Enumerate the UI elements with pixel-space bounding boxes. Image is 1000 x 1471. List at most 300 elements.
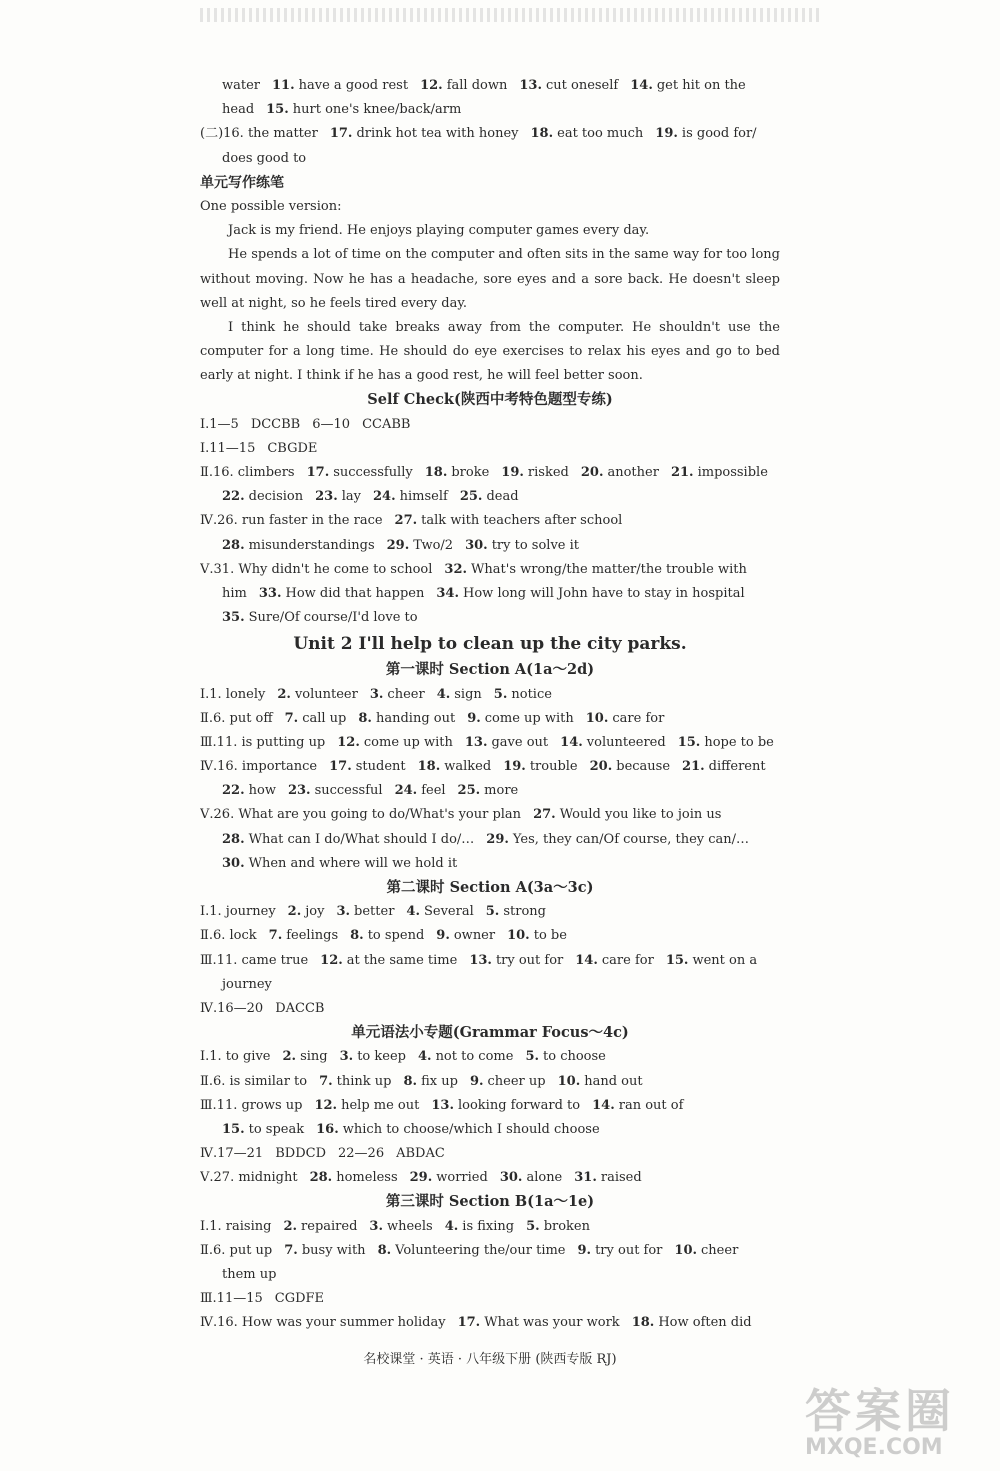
answer-item <box>503 759 577 774</box>
answer-item <box>200 1315 446 1330</box>
answer-item <box>222 489 303 504</box>
item-number: 14. <box>630 78 653 93</box>
item-text: How did that happen <box>285 585 425 601</box>
answer-item <box>275 1146 326 1161</box>
answer-item <box>387 538 453 553</box>
item-text: volunteer <box>294 686 358 702</box>
answer-item <box>283 1049 328 1064</box>
answer-item <box>592 1098 683 1113</box>
item-text: Ⅱ.6. lock <box>200 928 257 944</box>
item-number: 18. <box>530 126 554 142</box>
answer-item <box>285 711 347 726</box>
item-number: 17. <box>329 759 352 775</box>
item-number: 25. <box>459 489 483 505</box>
item-number: 13. <box>519 78 542 93</box>
item-text: Ⅲ.11. is putting up <box>200 734 326 750</box>
item-text: strong <box>503 904 546 920</box>
item-number: 9. <box>436 928 450 944</box>
item-number: 4. <box>406 904 420 920</box>
answer-item <box>410 1170 488 1185</box>
item-text: student <box>355 759 406 775</box>
answer-line <box>200 949 780 973</box>
item-number: 30. <box>222 855 245 871</box>
answer-item <box>420 78 507 93</box>
answer-item <box>436 928 495 943</box>
answer-item <box>200 562 432 577</box>
item-text: eat too much <box>557 126 644 142</box>
answer-line <box>200 437 780 461</box>
item-text: try to solve it <box>491 537 579 553</box>
item-text: try out for <box>495 952 564 968</box>
item-number: 9. <box>467 710 481 726</box>
item-number: 35. <box>222 610 245 626</box>
item-text: What was your work <box>484 1315 620 1331</box>
item-text: Ⅴ.27. midnight <box>200 1170 298 1186</box>
item-number: 28. <box>309 1170 333 1186</box>
item-number: 18. <box>424 465 448 480</box>
item-text: alone <box>526 1170 563 1186</box>
item-text: Ⅱ.6. is similar to <box>200 1073 308 1089</box>
item-text: ABDAC <box>396 1146 445 1162</box>
answer-item <box>578 1243 663 1258</box>
item-text: went on a <box>692 952 758 968</box>
answer-item <box>284 1243 365 1258</box>
item-text: different <box>708 759 766 775</box>
answer-line <box>200 1263 780 1287</box>
scan-header-noise <box>200 8 820 22</box>
answer-line <box>200 582 780 606</box>
answer-item <box>418 1049 513 1064</box>
answer-item <box>358 711 455 726</box>
item-text: risked <box>527 465 569 480</box>
item-number: 27. <box>394 513 418 529</box>
item-text: 22—26 <box>338 1146 385 1162</box>
item-text: cheer <box>387 686 425 702</box>
item-text: How often did <box>658 1315 752 1331</box>
item-number: 25. <box>457 783 481 799</box>
item-text: care for <box>612 710 665 726</box>
answer-line <box>200 900 780 924</box>
answer-item <box>574 1170 641 1185</box>
item-number: 15. <box>677 734 701 750</box>
intro-answers <box>200 74 780 171</box>
answer-item <box>395 783 446 798</box>
unit-title: Unit 2 I'll help to clean up the city parks. <box>293 634 687 655</box>
answer-line <box>200 828 780 852</box>
item-text: broke <box>451 465 490 480</box>
item-number: 8. <box>403 1073 418 1089</box>
item-text: have a good rest <box>298 78 409 93</box>
answer-line <box>200 852 780 876</box>
writing-heading: 单元写作练笔 <box>200 174 284 191</box>
item-text: broken <box>543 1218 590 1234</box>
item-number: 31. <box>574 1170 597 1186</box>
item-text: cut oneself <box>545 78 619 93</box>
item-text: Ⅱ.6. put off <box>200 710 273 726</box>
answer-item <box>674 1243 738 1258</box>
item-text: fall down <box>446 78 508 93</box>
answer-line <box>200 74 780 98</box>
section-answers <box>200 1045 780 1190</box>
answer-item <box>373 489 448 504</box>
answer-item <box>458 1315 620 1330</box>
item-number: 20. <box>589 759 613 775</box>
item-text: is fixing <box>462 1218 515 1234</box>
item-text: gave out <box>491 734 549 750</box>
answer-item <box>507 928 567 943</box>
writing-line: early at night. I think if he has a good rest, he will feel better soon. <box>200 368 643 384</box>
item-number: 2. <box>277 686 291 702</box>
answer-line <box>200 1070 780 1094</box>
item-text: lay <box>341 489 361 505</box>
item-number: 24. <box>373 489 396 505</box>
item-text: Ⅳ.16. How was your summer holiday <box>200 1315 446 1331</box>
answer-line <box>200 1118 780 1142</box>
answer-item <box>200 1243 272 1258</box>
item-text: worried <box>436 1170 488 1186</box>
item-text: homeless <box>336 1170 398 1186</box>
item-text: Ⅰ.1. lonely <box>200 686 266 702</box>
item-text: him <box>222 585 247 601</box>
item-text: misunderstandings <box>248 537 375 553</box>
answer-line <box>200 1045 780 1069</box>
item-number: 21. <box>670 465 694 480</box>
item-text: Several <box>423 904 474 920</box>
item-text: Ⅴ.31. Why didn't he come to school <box>200 561 433 577</box>
item-number: 29. <box>486 831 509 847</box>
item-text: think up <box>336 1073 392 1089</box>
item-number: 10. <box>585 710 609 726</box>
item-text: to be <box>533 928 567 944</box>
item-text: which to choose/which I should choose <box>342 1121 600 1137</box>
item-text: hand out <box>584 1073 643 1089</box>
answer-item <box>362 417 410 432</box>
item-text: at the same time <box>346 952 458 968</box>
item-number: 7. <box>284 710 299 726</box>
answer-item <box>222 1267 276 1282</box>
answer-item <box>586 711 665 726</box>
item-text: successful <box>314 783 383 799</box>
item-number: 24. <box>394 783 418 799</box>
writing-line: He spends a lot of time on the computer and often sits in the same way for too long <box>228 247 780 263</box>
item-number: 12. <box>337 734 360 750</box>
writing-line: without moving. Now he has a headache, sore eyes and a sore back. He doesn't sleep <box>200 271 780 287</box>
answer-item <box>337 735 453 750</box>
answer-item <box>525 1049 605 1064</box>
answer-line <box>200 413 780 437</box>
answer-item <box>312 417 350 432</box>
item-text: journey <box>222 976 272 992</box>
item-number: 8. <box>377 1242 392 1258</box>
item-text: is good for/ <box>681 126 757 142</box>
answer-line <box>200 122 780 146</box>
item-number: 7. <box>319 1073 333 1089</box>
item-text: What's wrong/the matter/the trouble with <box>471 561 747 577</box>
self-check-title: Self Check(陕西中考特色题型专练) <box>367 391 613 409</box>
item-number: 17. <box>306 465 330 480</box>
item-number: 17. <box>457 1315 481 1331</box>
item-number: 12. <box>420 78 443 93</box>
item-number: 2. <box>282 1049 297 1065</box>
item-text: cheer <box>701 1242 739 1258</box>
answer-item <box>575 953 654 968</box>
writing-intro: One possible version: <box>200 198 342 214</box>
answer-item <box>500 1170 562 1185</box>
item-number: 7. <box>268 928 283 944</box>
item-text: Ⅲ.11. grows up <box>200 1097 303 1113</box>
answer-item <box>266 102 461 117</box>
item-number: 32. <box>444 561 468 577</box>
item-text: CGDFE <box>274 1291 325 1307</box>
section-answers <box>200 1215 780 1336</box>
answer-item <box>288 904 325 919</box>
answer-item <box>396 1146 445 1161</box>
answer-item <box>200 126 318 141</box>
answer-item <box>200 1291 263 1306</box>
watermark-bottom: MXQE.COM <box>805 1435 943 1460</box>
answer-item <box>222 538 375 553</box>
answer-item <box>200 1074 307 1089</box>
item-text: When and where will we hold it <box>248 855 458 871</box>
item-text: DCCBB <box>250 416 301 432</box>
answer-item <box>222 586 247 601</box>
answer-item <box>431 1098 580 1113</box>
item-text: Ⅳ.16. importance <box>200 759 318 775</box>
item-text: more <box>484 783 519 799</box>
answer-line <box>200 534 780 558</box>
item-text: Ⅱ.16. climbers <box>200 465 295 480</box>
item-text: (二)16. the matter <box>200 126 318 142</box>
answer-item <box>671 465 768 480</box>
answer-item <box>465 538 579 553</box>
item-number: 5. <box>493 686 508 702</box>
item-text: Ⅲ.11—15 <box>200 1291 263 1307</box>
item-text: 6—10 <box>312 416 351 432</box>
item-text: How long will John have to stay in hospital <box>463 585 745 601</box>
answer-item <box>288 783 383 798</box>
answer-item <box>590 759 670 774</box>
item-text: Would you like to join us <box>559 807 722 823</box>
answer-line <box>200 98 780 122</box>
watermark-logo <box>805 1375 995 1467</box>
item-number: 5. <box>485 904 500 920</box>
item-number: 27. <box>533 807 556 823</box>
item-text: cheer up <box>487 1073 546 1089</box>
answer-line <box>200 683 780 707</box>
answer-item <box>486 904 546 919</box>
answer-item <box>283 1219 357 1234</box>
item-text: help me out <box>341 1097 420 1113</box>
item-number: 3. <box>336 904 351 920</box>
item-number: 13. <box>431 1097 454 1113</box>
item-text: Sure/Of course/I'd love to <box>248 610 418 626</box>
answer-item <box>200 735 325 750</box>
item-number: 10. <box>557 1073 581 1089</box>
answer-line <box>200 803 780 827</box>
item-text: walked <box>444 759 492 775</box>
item-text: Ⅰ.11—15 <box>200 440 256 456</box>
item-number: 22. <box>222 489 245 505</box>
answer-item <box>267 441 317 456</box>
item-number: 11. <box>272 78 295 93</box>
answer-line <box>200 755 780 779</box>
item-text: call up <box>302 710 347 726</box>
answer-line <box>200 707 780 731</box>
item-text: not to come <box>435 1049 514 1065</box>
answer-item <box>275 1001 324 1016</box>
item-text: repaired <box>301 1218 358 1234</box>
item-text: head <box>222 102 255 118</box>
answer-item <box>444 562 746 577</box>
item-text: Ⅳ.16—20 <box>200 1000 264 1016</box>
item-text: to choose <box>543 1049 606 1065</box>
answer-item <box>458 783 519 798</box>
item-text: Ⅰ.1. to give <box>200 1049 271 1065</box>
answer-item <box>329 759 406 774</box>
answer-item <box>369 1219 432 1234</box>
item-number: 9. <box>469 1073 484 1089</box>
section-answers <box>200 900 780 1021</box>
answer-item <box>272 78 408 93</box>
item-text: impossible <box>697 465 768 480</box>
item-text: try out for <box>595 1242 663 1258</box>
answer-item <box>200 1001 263 1016</box>
item-number: 4. <box>436 686 451 702</box>
item-number: 8. <box>358 710 372 726</box>
answer-line <box>200 1142 780 1166</box>
item-number: 12. <box>314 1097 338 1113</box>
answer-item <box>310 1170 398 1185</box>
item-text: Ⅰ.1. journey <box>200 904 276 920</box>
answer-item <box>200 711 273 726</box>
answer-item <box>678 735 774 750</box>
answer-line <box>200 1311 780 1335</box>
answer-item <box>269 928 338 943</box>
answer-item <box>465 735 548 750</box>
answer-item <box>200 904 276 919</box>
answer-item <box>200 1049 271 1064</box>
answer-item <box>222 783 276 798</box>
answer-item <box>494 687 552 702</box>
answer-item <box>404 1074 458 1089</box>
answer-item <box>436 586 744 601</box>
item-number: 14. <box>592 1097 615 1113</box>
answer-item <box>560 735 666 750</box>
item-number: 29. <box>386 537 410 553</box>
page-footer: 名校课堂 · 英语 · 八年级下册 (陕西专版 RJ) <box>363 1352 617 1367</box>
item-text: to spend <box>367 928 425 944</box>
answer-item <box>338 1146 384 1161</box>
item-number: 15. <box>665 952 689 968</box>
answer-item <box>445 1219 514 1234</box>
section-title: 第三课时 Section B(1a～1e) <box>385 1193 595 1211</box>
item-number: 18. <box>631 1315 655 1331</box>
item-text: water <box>222 78 261 93</box>
answer-item <box>655 126 756 141</box>
section-title: 第二课时 Section A(3a～3c) <box>386 879 594 896</box>
item-text: dead <box>486 489 519 505</box>
item-text: looking forward to <box>457 1097 581 1113</box>
answer-page <box>200 74 780 1336</box>
answer-item <box>460 489 519 504</box>
answer-line <box>200 147 780 171</box>
item-text: busy with <box>301 1242 366 1258</box>
answer-line <box>200 973 780 997</box>
answer-line <box>200 558 780 582</box>
item-number: 14. <box>575 952 598 968</box>
item-number: 30. <box>465 537 488 553</box>
answer-item <box>222 151 306 166</box>
item-number: 21. <box>682 759 705 775</box>
section-answers <box>200 683 780 877</box>
item-number: 19. <box>501 465 524 480</box>
answer-item <box>630 78 746 93</box>
answer-item <box>200 1219 271 1234</box>
answer-item <box>222 1122 304 1137</box>
answer-item <box>340 1049 406 1064</box>
answer-item <box>222 856 457 871</box>
section-title: 单元语法小专题(Grammar Focus～4c) <box>351 1024 629 1042</box>
answer-item <box>200 759 317 774</box>
answer-item <box>319 1074 391 1089</box>
answer-item <box>222 78 260 93</box>
item-text: notice <box>511 686 552 702</box>
answer-item <box>470 1074 546 1089</box>
answer-item <box>501 465 569 480</box>
answer-line <box>200 461 780 485</box>
answer-item <box>467 711 574 726</box>
answer-item <box>200 928 257 943</box>
item-text: handing out <box>375 710 456 726</box>
answer-item <box>425 465 490 480</box>
self-check-answers <box>200 413 780 631</box>
item-text: because <box>616 759 671 775</box>
answer-item <box>277 687 357 702</box>
answer-item <box>406 904 473 919</box>
item-number: 13. <box>464 734 488 750</box>
item-number: 34. <box>436 585 460 601</box>
item-text: Ⅱ.6. put up <box>200 1242 273 1258</box>
item-text: decision <box>248 489 304 505</box>
item-number: 33. <box>258 585 282 601</box>
item-text: hurt one's knee/back/arm <box>292 102 462 118</box>
item-number: 30. <box>499 1170 523 1186</box>
answer-item <box>200 1146 263 1161</box>
item-number: 17. <box>329 126 353 142</box>
answer-line <box>200 924 780 948</box>
answer-item <box>200 953 308 968</box>
item-text: successfully <box>333 465 413 480</box>
answer-item <box>316 1122 600 1137</box>
writing-line: well at night, so he feels tired every day. <box>200 295 468 311</box>
item-number: 15. <box>266 102 289 118</box>
item-text: Ⅲ.11. came true <box>200 952 309 968</box>
item-text: Two/2 <box>413 537 454 553</box>
answer-item <box>200 513 383 528</box>
answer-item <box>395 513 623 528</box>
answer-item <box>486 832 749 847</box>
answer-item <box>259 586 425 601</box>
item-text: DACCB <box>275 1000 325 1016</box>
answer-item <box>526 1219 590 1234</box>
item-text: care for <box>601 952 654 968</box>
item-number: 4. <box>444 1218 459 1234</box>
item-text: feel <box>421 783 446 799</box>
item-text: Ⅰ.1—5 <box>200 416 239 432</box>
item-number: 10. <box>507 928 530 944</box>
answer-item <box>370 687 425 702</box>
item-number: 2. <box>283 1218 298 1234</box>
